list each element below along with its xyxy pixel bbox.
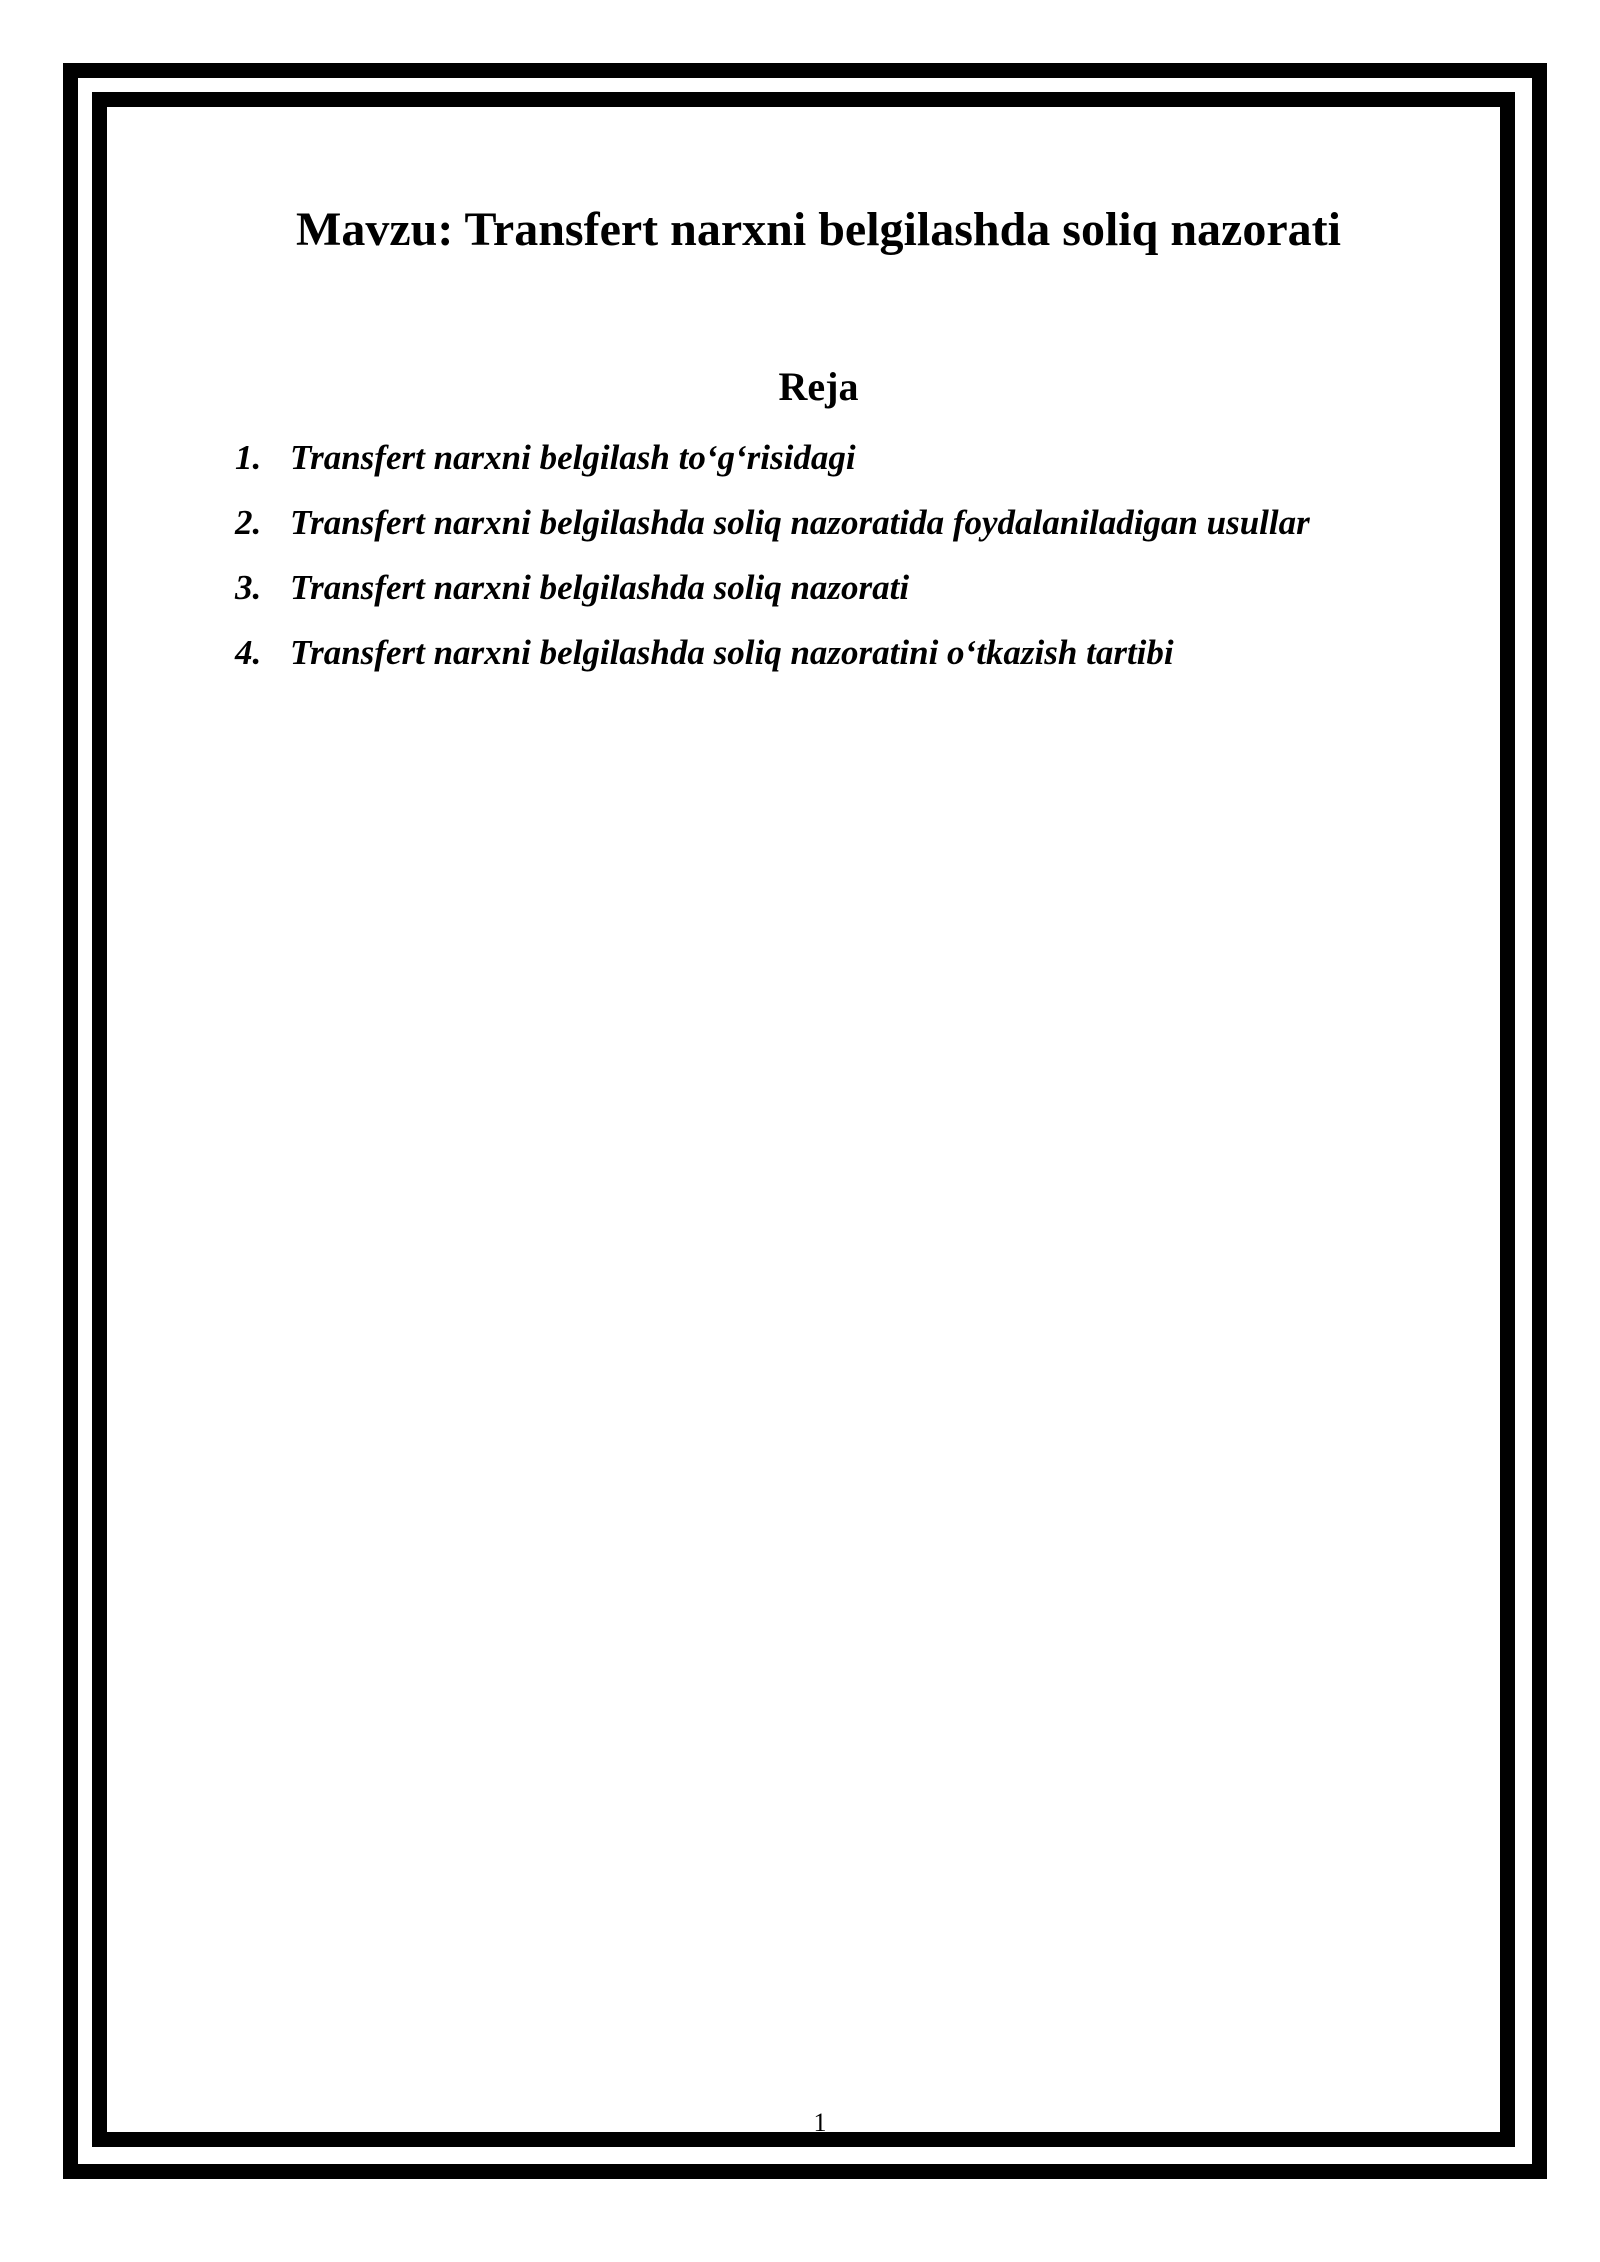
plan-item-text: Transfert narxni belgilashda soliq nazoratida foydalaniladigan usullar: [290, 503, 1310, 542]
page-number: 1: [813, 2108, 827, 2137]
plan-item-number: 2.: [235, 503, 262, 542]
plan-item-number: 1.: [235, 438, 262, 477]
plan-item-number: 4.: [235, 633, 262, 672]
plan-item-text: Transfert narxni belgilashda soliq nazoratini o‘tkazish tartibi: [290, 633, 1174, 672]
plan-heading: Reja: [778, 364, 859, 409]
plan-item-3: [235, 563, 1310, 628]
plan-item-4: [235, 628, 1310, 693]
document-title: Mavzu: Transfert narxni belgilashda soliq nazorati: [296, 203, 1341, 256]
plan-item-text: Transfert narxni belgilash to‘g‘risidagi: [290, 438, 856, 477]
plan-item-number: 3.: [235, 568, 262, 607]
plan-item-text: Transfert narxni belgilashda soliq nazorati: [290, 568, 910, 607]
plan-item-1: [235, 433, 1310, 498]
plan-list: [235, 433, 1310, 693]
plan-item-2: [235, 498, 1310, 563]
